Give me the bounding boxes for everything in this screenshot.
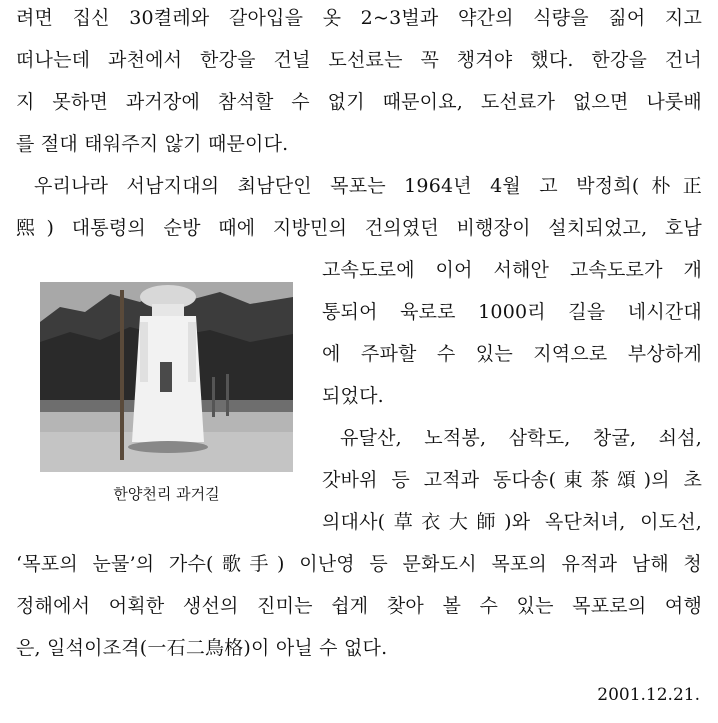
text-line: 되었다. — [322, 385, 384, 407]
text-line: ‘목포의 눈물’의 가수(歌手) 이난영 등 문화도시 목포의 유적과 남해 청 — [16, 553, 702, 575]
text-line: 고속도로에 이어 서해안 고속도로가 개 — [322, 259, 702, 281]
text-line: 떠나는데 과천에서 한강을 건널 도선료는 꼭 챙겨야 했다. 한강을 건너 — [16, 49, 702, 71]
text-line: 에 주파할 수 있는 지역으로 부상하게 — [322, 343, 702, 365]
text-line: 정해에서 어획한 생선의 진미는 쉽게 찾아 볼 수 있는 목포로의 여행 — [16, 595, 702, 617]
text-line: 지 못하면 과거장에 참석할 수 없기 때문이요, 도선료가 없으면 나룻배 — [16, 91, 702, 113]
text-line: 려면 집신 30켤레와 갈아입을 옷 2~3벌과 약간의 식량을 짊어 지고 — [16, 7, 702, 29]
article-photo — [40, 282, 293, 472]
text-line: 갓바위 등 고적과 동다송(東茶頌)의 초 — [322, 469, 702, 491]
text-line: 유달산, 노적봉, 삼학도, 창굴, 쇠섬, — [340, 427, 702, 449]
photo-caption: 한양천리 과거길 — [113, 485, 220, 503]
text-line: 우리나라 서남지대의 최남단인 목포는 1964년 4월 고 박정희(朴正 — [34, 175, 702, 197]
photo-scene — [40, 282, 293, 472]
text-line: 의대사(草衣大師)와 옥단처녀, 이도선, — [322, 511, 702, 533]
text-line: 熙) 대통령의 순방 때에 지방민의 건의였던 비행장이 설치되었고, 호남 — [16, 217, 702, 239]
text-line: 은, 일석이조격(一石二鳥格)이 아닐 수 없다. — [16, 637, 388, 659]
text-line: 통되어 육로로 1000리 길을 네시간대 — [322, 301, 702, 323]
text-line: 를 절대 태워주지 않기 때문이다. — [16, 133, 289, 155]
article-date: 2001.12.21. — [597, 685, 700, 705]
